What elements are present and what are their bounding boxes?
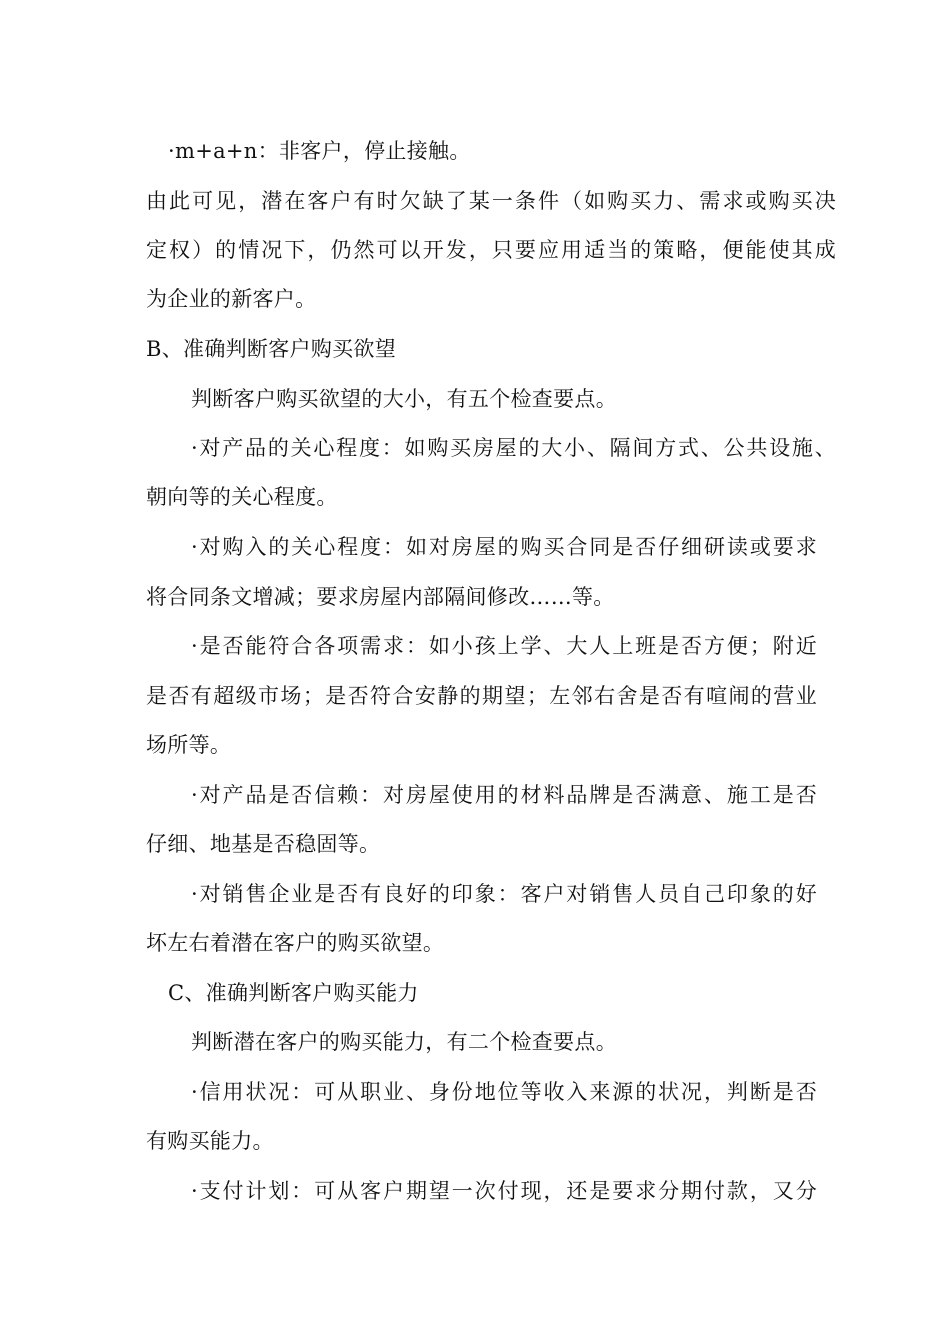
- paragraph-line: 判断潜在客户的购买能力，有二个检查要点。: [191, 1030, 617, 1054]
- paragraph-line: 是否有超级市场；是否符合安静的期望；左邻右舍是否有喧闹的营业: [146, 684, 817, 708]
- bullet-purchase-interest: ·对购入的关心程度：如对房屋的购买合同是否仔细研读或要求: [191, 535, 817, 559]
- bullet-non-customer: ·m+a+n：非客户，停止接触。: [168, 139, 471, 163]
- paragraph-line: 为企业的新客户。: [146, 287, 317, 311]
- paragraph-line: 场所等。: [146, 733, 232, 757]
- paragraph-line: 判断客户购买欲望的大小，有五个检查要点。: [191, 387, 617, 411]
- bullet-product-trust: ·对产品是否信赖：对房屋使用的材料品牌是否满意、施工是否: [191, 783, 817, 807]
- section-heading-b: B、准确判断客户购买欲望: [146, 337, 397, 361]
- bullet-payment-plan: ·支付计划：可从客户期望一次付现，还是要求分期付款，又分: [191, 1179, 817, 1203]
- paragraph-line: 有购买能力。: [146, 1129, 274, 1153]
- bullet-company-impression: ·对销售企业是否有良好的印象：客户对销售人员自己印象的好: [191, 882, 817, 906]
- paragraph-line: 将合同条文增减；要求房屋内部隔间修改……等。: [146, 585, 615, 609]
- bullet-credit-status: ·信用状况：可从职业、身份地位等收入来源的状况，判断是否: [191, 1080, 817, 1104]
- paragraph-line: 由此可见，潜在客户有时欠缺了某一条件（如购买力、需求或购买决: [146, 189, 836, 213]
- bullet-needs-match: ·是否能符合各项需求：如小孩上学、大人上班是否方便；附近: [191, 634, 817, 658]
- section-heading-c: C、准确判断客户购买能力: [168, 981, 419, 1005]
- paragraph-line: 定权）的情况下，仍然可以开发，只要应用适当的策略，便能使其成: [146, 238, 836, 262]
- bullet-product-interest: ·对产品的关心程度：如购买房屋的大小、隔间方式、公共设施、: [191, 436, 836, 460]
- paragraph-line: 朝向等的关心程度。: [146, 485, 338, 509]
- paragraph-line: 仔细、地基是否稳固等。: [146, 832, 381, 856]
- paragraph-line: 坏左右着潜在客户的购买欲望。: [146, 931, 445, 955]
